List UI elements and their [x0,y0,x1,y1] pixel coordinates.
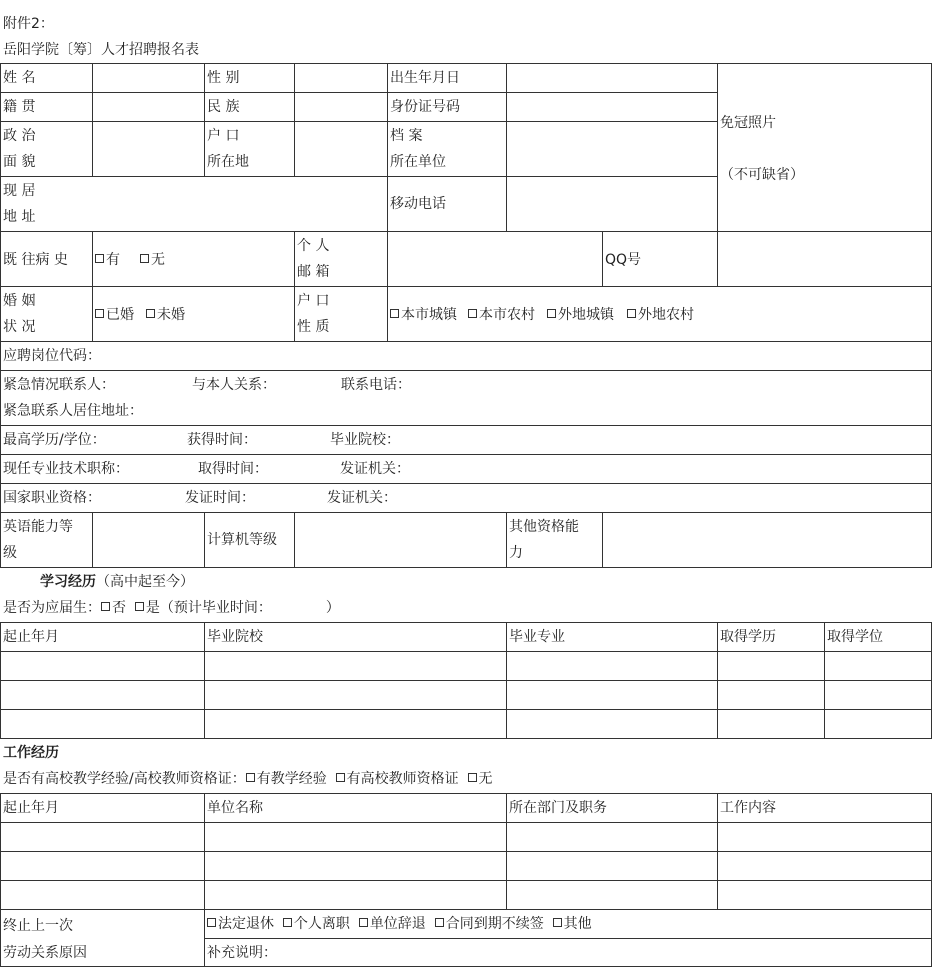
other-qualification-label-2: 力 [509,545,523,561]
fresh-graduate-question: 是否为应届生： 否 是（预计毕业时间： ） [3,600,340,616]
hukou-type-label-2: 性 质 [297,319,330,335]
checkbox-icon [468,309,477,318]
hukou-city-rural-option[interactable]: 本市农村 [468,306,535,324]
marital-label-1: 婚 姻 [3,293,36,309]
emergency-address-label: 紧急联系人居住地址： [3,403,143,419]
teaching-experience-option[interactable]: 有教学经验 [246,770,327,788]
fresh-yes-option[interactable]: 是（预计毕业时间： [135,599,272,617]
relation-label: 与本人关系： [192,377,276,393]
termination-options [207,915,592,933]
checkbox-icon [468,773,477,782]
hukou-city-urban-option[interactable]: 本市城镇 [390,306,457,324]
married-option[interactable]: 已婚 [95,306,134,324]
checkbox-icon [390,309,399,318]
photo-label: 免冠照片 [720,115,776,131]
hukou-other-urban-option[interactable]: 外地城镇 [547,306,614,324]
study-col-period: 起止年月 [3,629,59,645]
emergency-contact-label: 紧急情况联系人： [3,377,115,393]
birth-label: 出生年月日 [390,70,460,86]
termination-reason-label-2: 劳动关系原因 [3,945,87,961]
checkbox-icon [101,602,110,611]
checkbox-icon [336,773,345,782]
checkbox-icon [359,918,368,927]
hukou-type-label-1: 户 口 [297,293,330,309]
checkbox-icon [627,309,636,318]
gender-label: 性 别 [207,70,240,86]
name-label: 姓 名 [3,70,36,86]
dismissal-option[interactable]: 单位辞退 [359,915,426,933]
email-label-2: 邮 箱 [297,264,330,280]
archive-label-2: 所在单位 [390,154,446,170]
contract-expired-option[interactable]: 合同到期不续签 [435,915,544,933]
graduate-school-label: 毕业院校： [330,432,400,448]
native-place-label: 籍 贯 [3,99,36,115]
checkbox-icon [95,309,104,318]
checkbox-icon [140,254,149,263]
work-heading: 工作经历 [3,745,59,761]
politics-label-1: 政 治 [3,128,36,144]
work-col-department: 所在部门及职务 [509,800,607,816]
checkbox-icon [135,602,144,611]
attachment-label: 附件2： [3,16,54,32]
address-label-1: 现 居 [3,183,36,199]
photo-note: （不可缺省） [720,167,804,183]
degree-time-label: 获得时间： [187,432,257,448]
marital-label-2: 状 况 [3,319,36,335]
position-code-label: 应聘岗位代码： [3,348,101,364]
qualification-time-label: 发证时间： [185,490,255,506]
other-qualification-label-1: 其他资格能 [509,519,579,535]
hukou-other-rural-option[interactable]: 外地农村 [627,306,694,324]
history-no-option[interactable]: 无 [140,251,165,269]
work-col-content: 工作内容 [720,800,776,816]
professional-title-label: 现任专业技术职称： [3,461,129,477]
checkbox-icon [283,918,292,927]
study-col-education: 取得学历 [720,629,776,645]
qq-label: QQ号 [605,252,642,268]
id-number-label: 身份证号码 [390,99,460,115]
degree-label: 最高学历/学位： [3,432,106,448]
email-label-1: 个 人 [297,238,330,254]
study-col-major: 毕业专业 [509,629,565,645]
study-heading: 学习经历（高中起至今） [40,574,194,590]
qualification-issuer-label: 发证机关： [327,490,397,506]
work-col-period: 起止年月 [3,800,59,816]
study-col-degree: 取得学位 [827,629,883,645]
title-time-label: 取得时间： [198,461,268,477]
medical-history-label: 既 往病 史 [3,252,68,268]
ethnic-label: 民 族 [207,99,240,115]
english-level-label-1: 英语能力等 [3,519,73,535]
mobile-label: 移动电话 [390,196,446,212]
checkbox-icon [95,254,104,263]
title-issuer-label: 发证机关： [340,461,410,477]
work-col-employer: 单位名称 [207,800,263,816]
checkbox-icon [146,309,155,318]
checkbox-icon [207,918,216,927]
legal-retirement-option[interactable]: 法定退休 [207,915,274,933]
checkbox-icon [553,918,562,927]
no-experience-option[interactable]: 无 [468,770,493,788]
archive-label-1: 档 案 [390,128,423,144]
contact-phone-label: 联系电话： [341,377,411,393]
unmarried-option[interactable]: 未婚 [146,306,185,324]
politics-label-2: 面 貌 [3,154,36,170]
other-reason-option[interactable]: 其他 [553,915,592,933]
checkbox-icon [547,309,556,318]
hukou-label-1: 户 口 [207,128,240,144]
teacher-certificate-option[interactable]: 有高校教师资格证 [336,770,459,788]
english-level-label-2: 级 [3,545,17,561]
supplement-note-label: 补充说明： [207,945,277,961]
personal-resignation-option[interactable]: 个人离职 [283,915,350,933]
fresh-no-option[interactable]: 否 [101,599,126,617]
computer-level-label: 计算机等级 [207,532,277,548]
hukou-label-2: 所在地 [207,154,249,170]
qualification-label: 国家职业资格： [3,490,101,506]
form-title: 岳阳学院〔筹〕人才招聘报名表 [3,42,199,58]
checkbox-icon [435,918,444,927]
address-label-2: 地 址 [3,209,36,225]
history-yes-option[interactable]: 有 [95,251,120,269]
teaching-experience-question: 是否有高校教学经验/高校教师资格证： 有教学经验 有高校教师资格证 无 [3,771,493,787]
termination-reason-label-1: 终止上一次 [3,918,73,934]
checkbox-icon [246,773,255,782]
study-col-school: 毕业院校 [207,629,263,645]
